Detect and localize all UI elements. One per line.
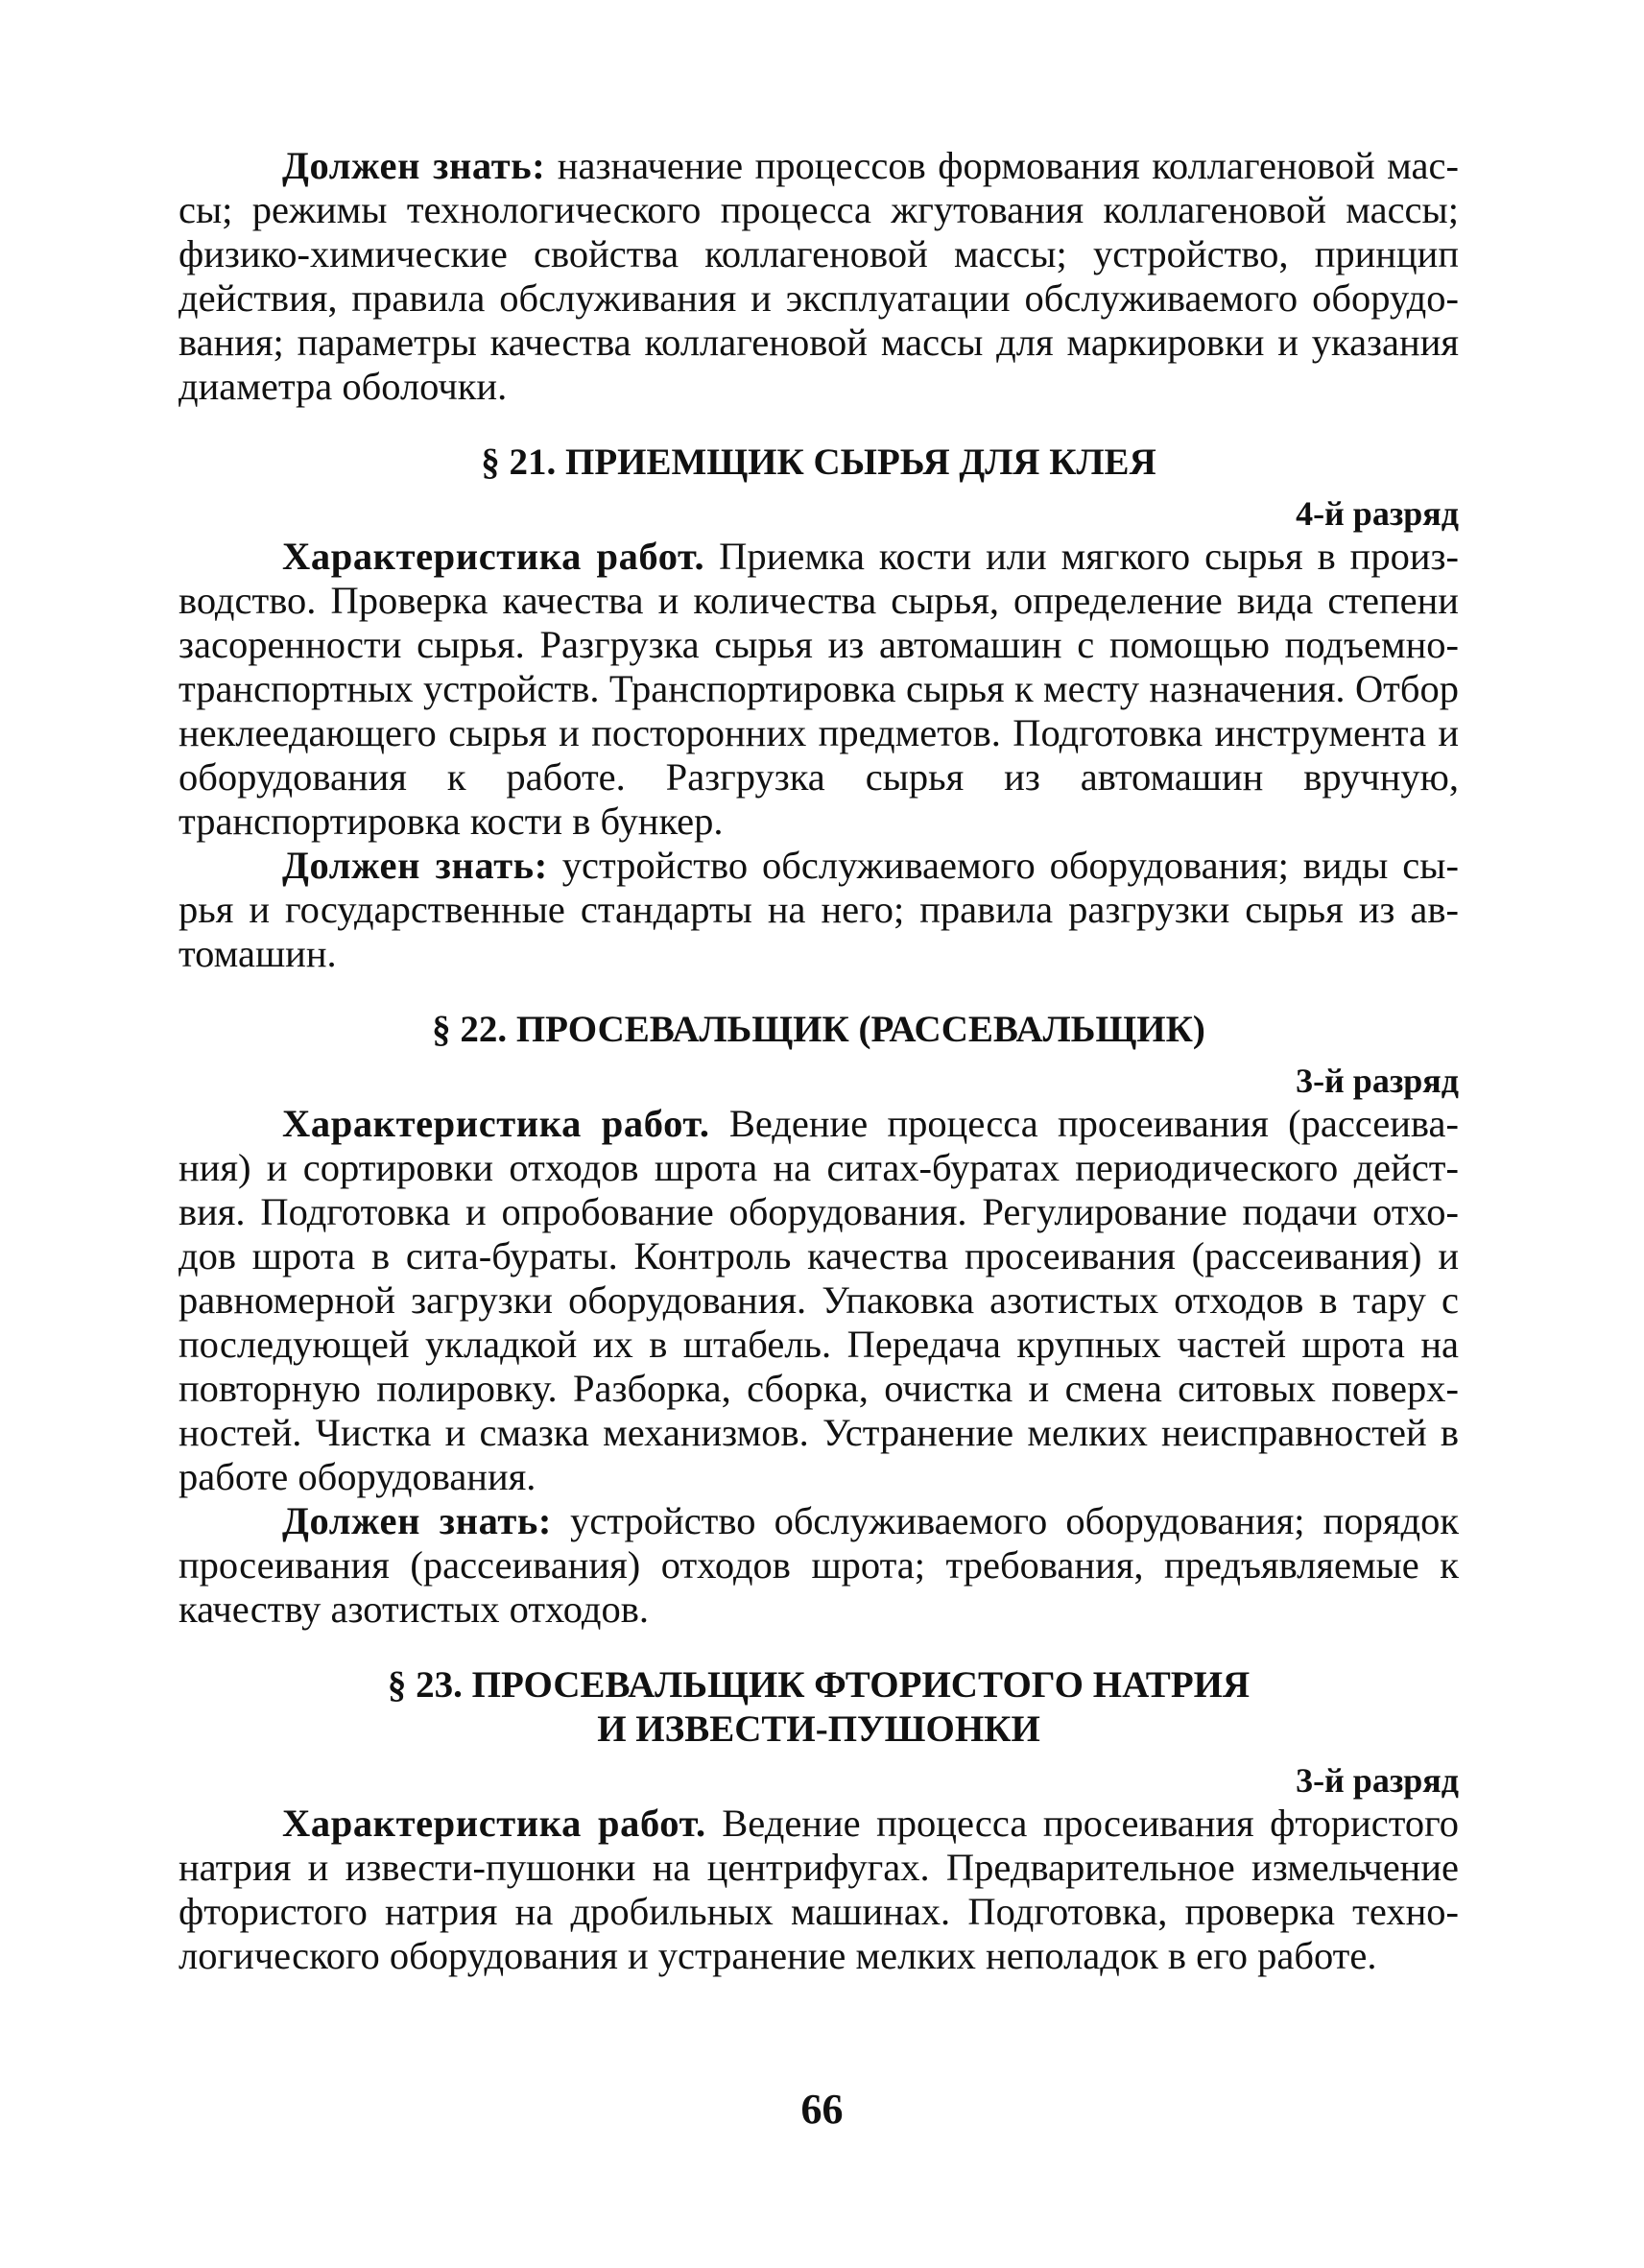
section-22-work-lead: Характеристика работ. — [282, 1102, 710, 1145]
section-21-know-lead: Должен знать: — [282, 844, 548, 887]
section-21-know-text: устройство обслуживаемого оборудования; виды сырья и государственные стандарты на него; правила разгрузки сырья из автомашин. — [179, 844, 1459, 975]
section-21-heading: § 21. ПРИЕМЩИК СЫРЬЯ ДЛЯ КЛЕЯ — [481, 442, 1156, 483]
section-22-know-text: устройство обслуживаемого оборудования; порядок просеивания (рассеивания) отходов шрота; требования, предъявляемые к качеству азотистых отходов. — [179, 1499, 1460, 1631]
section-22-heading: § 22. ПРОСЕВАЛЬЩИК (РАССЕВАЛЬЩИК) — [432, 1009, 1205, 1050]
intro-lead: Должен знать: — [282, 144, 546, 187]
section-22-work-paragraph — [179, 1102, 1459, 1499]
section-23-work-paragraph — [179, 1802, 1459, 1978]
page-number: 66 — [800, 2086, 844, 2133]
section-21-know-paragraph — [179, 844, 1459, 976]
section-22-know-lead: Должен знать: — [282, 1499, 552, 1542]
section-21-grade: 4-й разряд — [1296, 494, 1459, 533]
section-21-work-text: Приемка кости или мягкого сырья в производство. Проверка качества и количества сырья, определение вида степени засоренности сырья. Разгрузка сырья из автомашин с помощью подъемно-транспортных устройств. Транспортировка сырья к месту назначения. Отбор неклеедающего сырья и посторонних предметов. Подготовка инструмента и оборудования к работе. Разгрузка сырья из автомашин вручную, транспортировка кости в бункер. — [179, 535, 1459, 843]
section-22-know-paragraph — [179, 1499, 1459, 1632]
section-21-work-lead: Характеристика работ. — [282, 535, 705, 578]
section-23-heading-line-1: § 23. ПРОСЕВАЛЬЩИК ФТОРИСТОГО НАТРИЯ — [387, 1664, 1251, 1706]
section-23-work-text: Ведение процесса просеивания фтористого натрия и извести-пушонки на центрифугах. Предварительное измельчение фтористого натрия на дробильных машинах. Подготовка, проверка технологического оборудования и устранение мелких неполадок в его работе. — [179, 1802, 1459, 1977]
section-21-work-paragraph — [179, 535, 1459, 844]
section-23-work-lead: Характеристика работ. — [282, 1802, 706, 1845]
document-page — [179, 144, 1459, 1978]
intro-paragraph — [179, 144, 1459, 409]
section-22-work-text: Ведение процесса просеивания (рассеивания) и сортировки отходов шрота на ситах-буратах периодического действия. Подготовка и опробование оборудования. Регулирование подачи отходов шрота в сита-бураты. Контроль качества просеивания (рассеивания) и равномерной загрузки оборудования. Упаковка азотистых отходов в тару с последующей укладкой их в штабель. Передача крупных частей шрота на повторную полировку. Разборка, сборка, очистка и смена ситовых поверхностей. Чистка и смазка механизмов. Устранение мелких неисправностей в работе оборудования. — [179, 1102, 1459, 1498]
section-23-grade: 3-й разряд — [1296, 1761, 1459, 1800]
intro-text: назначение процессов формования коллагеновой массы; режимы технологического процесса жгутования коллагеновой массы; физико-химические свойства коллагеновой массы; устройство, принцип действия, правила обслуживания и эксплуатации обслуживаемого оборудования; параметры качества коллагеновой массы для маркировки и указания диаметра оболочки. — [179, 144, 1459, 408]
section-22-grade: 3-й разряд — [1296, 1062, 1459, 1100]
section-23-heading-line-2: И ИЗВЕСТИ-ПУШОНКИ — [597, 1708, 1040, 1750]
